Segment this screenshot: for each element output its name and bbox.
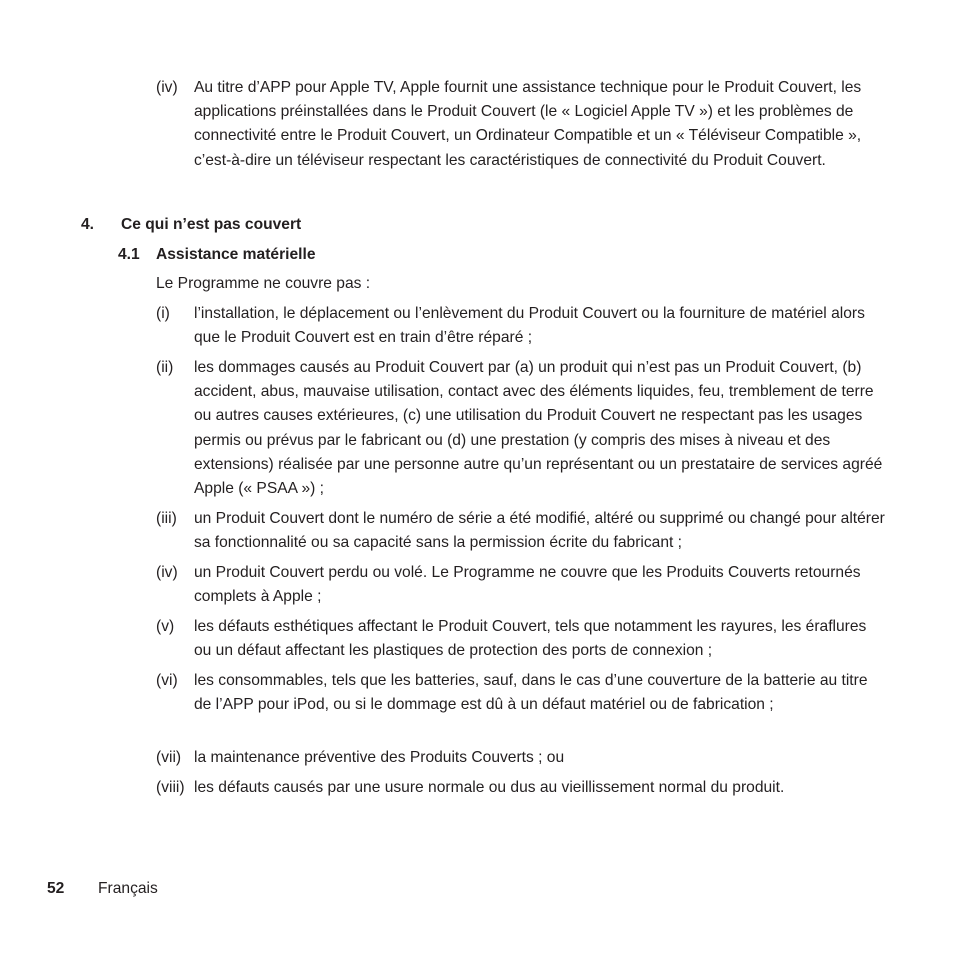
list-item-number: (iv): [156, 564, 178, 581]
list-item-number: (iii): [156, 510, 177, 527]
list-item: [156, 507, 886, 555]
list-item-number: (i): [156, 305, 170, 322]
list-item: [156, 356, 886, 501]
list-item: [156, 561, 886, 609]
list-item-text: la maintenance préventive des Produits Couverts ; ou: [194, 749, 565, 766]
section-heading: [81, 213, 301, 237]
list-item: [156, 746, 886, 770]
footer-language: Français: [98, 880, 158, 897]
subsection-title: Assistance matérielle: [156, 246, 316, 263]
list-item-text: un Produit Couvert perdu ou volé. Le Programme ne couvre que les Produits Couverts retournés complets à Apple ;: [194, 564, 861, 606]
subsection-heading: [118, 243, 316, 267]
list-item-number: (vii): [156, 749, 182, 766]
list-item-number: (v): [156, 618, 175, 635]
section-number: 4.: [81, 216, 95, 233]
list-item-text: Au titre d’APP pour Apple TV, Apple fournit une assistance technique pour le Produit Couvert, les applications préinstallées dans le Produit Couvert (le « Logiciel Apple TV ») et les problèmes de connectivité entre le Produit Couvert, un Ordinateur Compatible et un « Téléviseur Compatible », c’est-à-dire un téléviseur respectant les caractéristiques de connectivité du Produit Couvert.: [194, 79, 862, 169]
list-item-number: (iv): [156, 79, 178, 96]
section-title: Ce qui n’est pas couvert: [121, 216, 302, 233]
list-item: [156, 302, 886, 350]
list-item-number: (viii): [156, 779, 185, 796]
list-item-text: les consommables, tels que les batteries, sauf, dans le cas d’une couverture de la batterie au titre de l’APP pour iPod, ou si le dommage est dû à un défaut matériel ou de fabrication ;: [194, 672, 868, 714]
list-item-text: l’installation, le déplacement ou l’enlèvement du Produit Couvert ou la fourniture de matériel alors que le Produit Couvert est en train d’être réparé ;: [194, 305, 865, 347]
page-number: 52: [47, 880, 65, 897]
list-item-number: (ii): [156, 359, 174, 376]
page-footer: [47, 877, 158, 901]
list-item-text: un Produit Couvert dont le numéro de série a été modifié, altéré ou supprimé ou changé pour altérer sa fonctionnalité ou sa capacité sans la permission écrite du fabricant ;: [194, 510, 885, 552]
list-item-text: les dommages causés au Produit Couvert par (a) un produit qui n’est pas un Produit Couvert, (b) accident, abus, mauvaise utilisation, contact avec des éléments liquides, feu, tremblement de terre ou autres causes extérieures, (c) une utilisation du Produit Couvert ne respectant pas les usages permis ou prévus par le fabricant ou (d) une prestation (y compris des mises à niveau et des extensions) réalisée par une personne autre qu’un représentant ou un prestataire de services agréé Apple (« PSAA ») ;: [194, 359, 883, 498]
list-item: [156, 615, 886, 663]
list-item-iv-apple-tv: [156, 76, 886, 173]
list-item: [156, 669, 886, 717]
list-item-text: les défauts esthétiques affectant le Produit Couvert, tels que notamment les rayures, les éraflures ou un défaut affectant les plastiques de protection des ports de connexion ;: [194, 618, 867, 660]
list-item: [156, 776, 886, 800]
list-item-text: les défauts causés par une usure normale ou dus au vieillissement normal du produit.: [194, 779, 785, 796]
subsection-number: 4.1: [118, 246, 140, 263]
list-item-number: (vi): [156, 672, 178, 689]
intro-text: Le Programme ne couvre pas :: [156, 275, 371, 292]
